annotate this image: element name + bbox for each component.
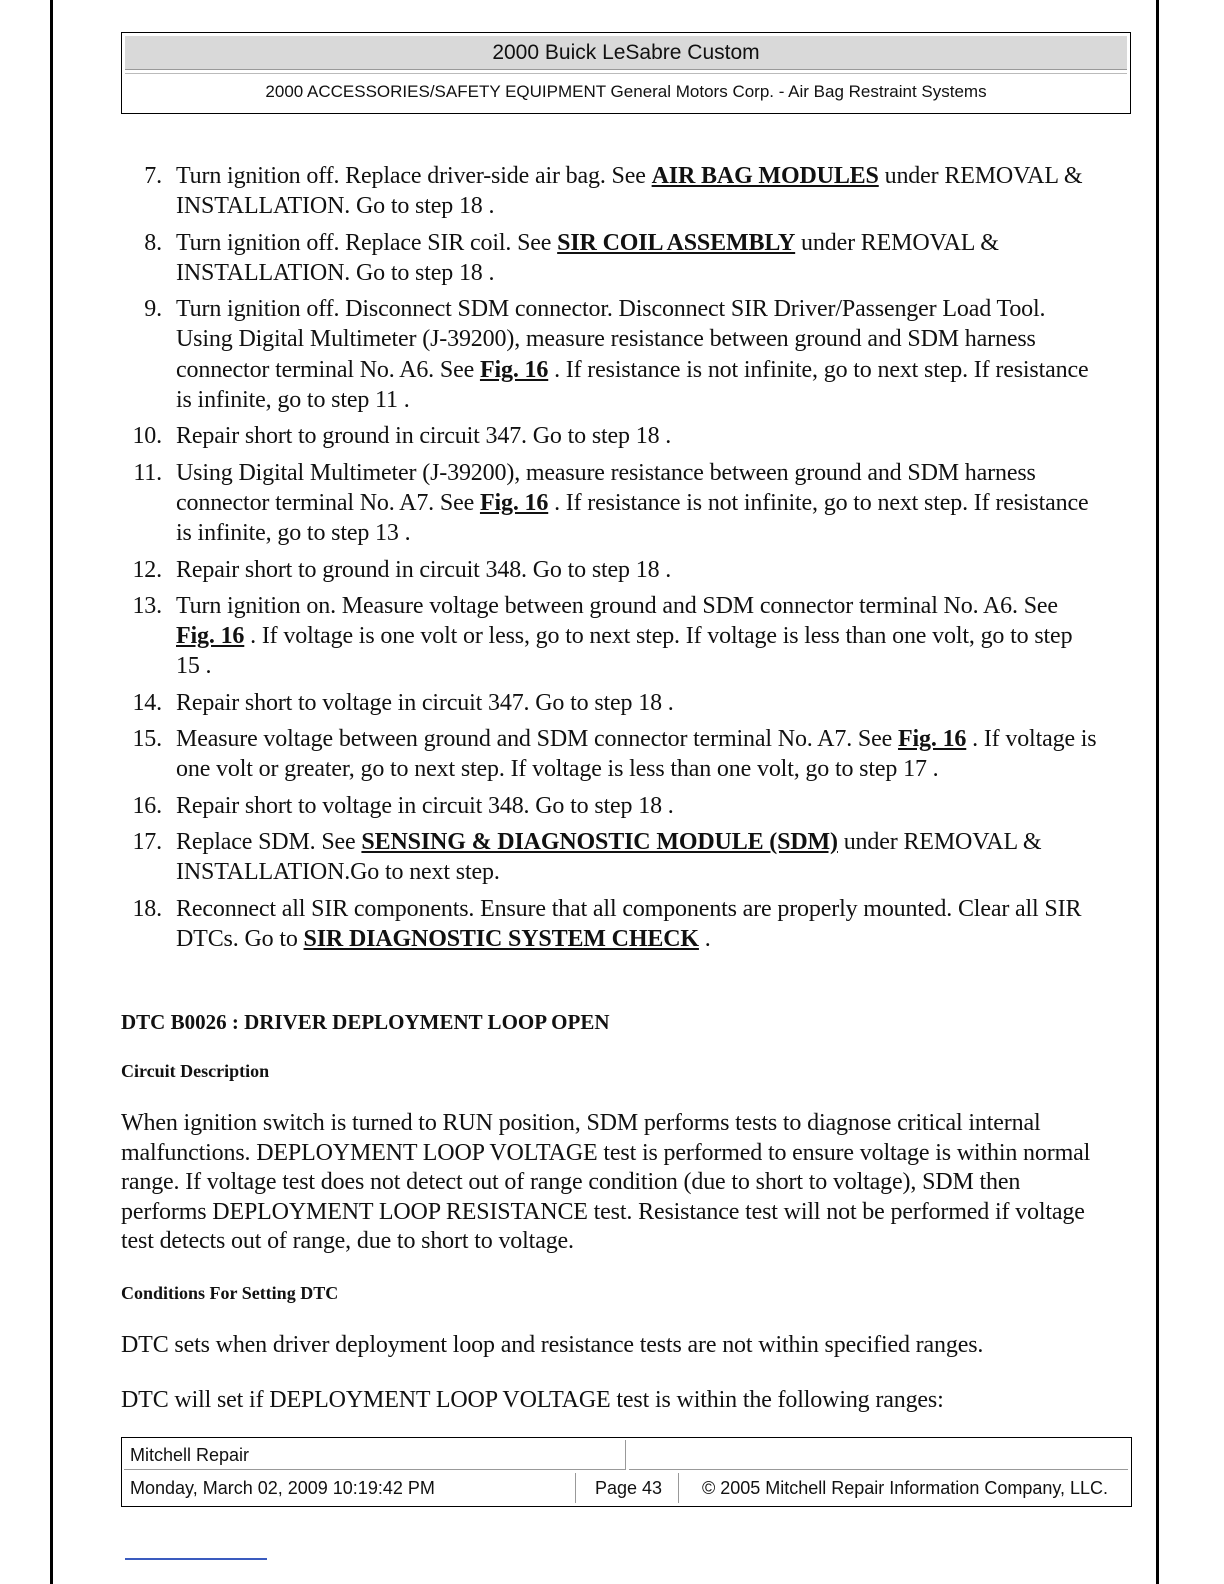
footer-source: Mitchell Repair (124, 1440, 626, 1470)
link-sir-diagnostic-system-check[interactable]: SIR DIAGNOSTIC SYSTEM CHECK (303, 925, 699, 952)
link-fig-16[interactable]: Fig. 16 (897, 726, 967, 753)
footer-copyright: © 2005 Mitchell Repair Information Company, LLC. (701, 1478, 1109, 1498)
link-sensing-diagnostic-module[interactable]: SENSING & DIAGNOSTIC MODULE (SDM) (361, 828, 838, 855)
step-10: 10. Repair short to ground in circuit 347. Go to step 18 . (132, 423, 672, 450)
link-fig-16[interactable]: Fig. 16 (176, 623, 245, 650)
link-air-bag-modules[interactable]: AIR BAG MODULES (651, 163, 879, 189)
conditions-heading: Conditions For Setting DTC (121, 1283, 339, 1303)
link-fig-16[interactable]: Fig. 16 (479, 356, 549, 383)
step-9: 9. Turn ignition off. Disconnect SDM connector. Disconnect SIR Driver/Passenger Load Tool. Using Digital Multimeter (J-39200), measure resistance between ground and SDM harness connector terminal No. A6. See Fig. 16 . If resistance is not infinite, go to next step. If resistance is infinite, go to step 11 . (144, 296, 1089, 414)
link-sir-coil-assembly[interactable]: SIR COIL ASSEMBLY (557, 229, 796, 256)
step-13: 13. Turn ignition on. Measure voltage between ground and SDM connector terminal No. A6. See Fig. 16 . If voltage is one volt or less, go to next step. If voltage is less than one volt, go to step 15 . (132, 592, 1073, 680)
footer-date: Monday, March 02, 2009 10:19:42 PM (124, 1473, 576, 1503)
step-11: 11. Using Digital Multimeter (J-39200), measure resistance between ground and SDM harness connector terminal No. A7. See Fig. 16 . If resistance is not infinite, go to next step. If resistance is infinite, go to step 13 . (133, 459, 1089, 547)
step-12: 12. Repair short to ground in circuit 348. Go to step 18 . (132, 556, 672, 583)
step-8: 8. Turn ignition off. Replace SIR coil. See SIR COIL ASSEMBLY under REMOVAL & INSTALLATION. Go to step 18 . (144, 229, 999, 286)
procedure-steps (120, 161, 1100, 960)
dtc-heading: DTC B0026 : DRIVER DEPLOYMENT LOOP OPEN (121, 1010, 610, 1034)
step-14: 14. Repair short to voltage in circuit 347. Go to step 18 . (132, 689, 674, 716)
document-subtitle: 2000 ACCESSORIES/SAFETY EQUIPMENT General Motors Corp. - Air Bag Restraint Systems (125, 73, 1127, 110)
step-7: 7. Turn ignition off. Replace driver-side air bag. See AIR BAG MODULES under REMOVAL & INSTALLATION. Go to step 18 . (144, 163, 1083, 220)
document-title: 2000 Buick LeSabre Custom (125, 36, 1127, 70)
footer-blank-cell (629, 1440, 1128, 1470)
circuit-description-text: When ignition switch is turned to RUN position, SDM performs tests to diagnose critical internal malfunctions. DEPLOYMENT LOOP VOLTAGE test is performed to ensure voltage is within normal range. If voltage test does not detect out of range condition (due to short to voltage), SDM then performs DEPLOYMENT LOOP RESISTANCE test. Resistance test will not be performed if voltage test detects out of range, due to short to voltage. (121, 1110, 1091, 1255)
document-header (121, 32, 1131, 114)
circuit-description-heading: Circuit Description (121, 1061, 270, 1081)
step-16: 16. Repair short to voltage in circuit 348. Go to step 18 . (132, 792, 674, 819)
step-17: 17. Replace SDM. See SENSING & DIAGNOSTIC MODULE (SDM) under REMOVAL & INSTALLATION.Go to next step. (132, 828, 1042, 886)
document-footer (121, 1437, 1132, 1507)
conditions-text-2: DTC will set if DEPLOYMENT LOOP VOLTAGE test is within the following ranges: (121, 1387, 944, 1413)
page-border-right (1156, 0, 1159, 1584)
footer-page-number: Page 43 (579, 1473, 679, 1503)
conditions-text-1: DTC sets when driver deployment loop and resistance tests are not within specified ranges. (121, 1332, 984, 1358)
step-18: 18. Reconnect all SIR components. Ensure that all components are properly mounted. Clear all SIR DTCs. Go to SIR DIAGNOSTIC SYSTEM CHECK . (132, 895, 1082, 952)
link-fig-16[interactable]: Fig. 16 (479, 489, 549, 516)
step-15: 15. Measure voltage between ground and SDM connector terminal No. A7. See Fig. 16 . If voltage is one volt or greater, go to next step. If voltage is less than one volt, go to step 17 . (132, 726, 1097, 783)
page-border-left (50, 0, 53, 1584)
bottom-rule (125, 1558, 267, 1560)
